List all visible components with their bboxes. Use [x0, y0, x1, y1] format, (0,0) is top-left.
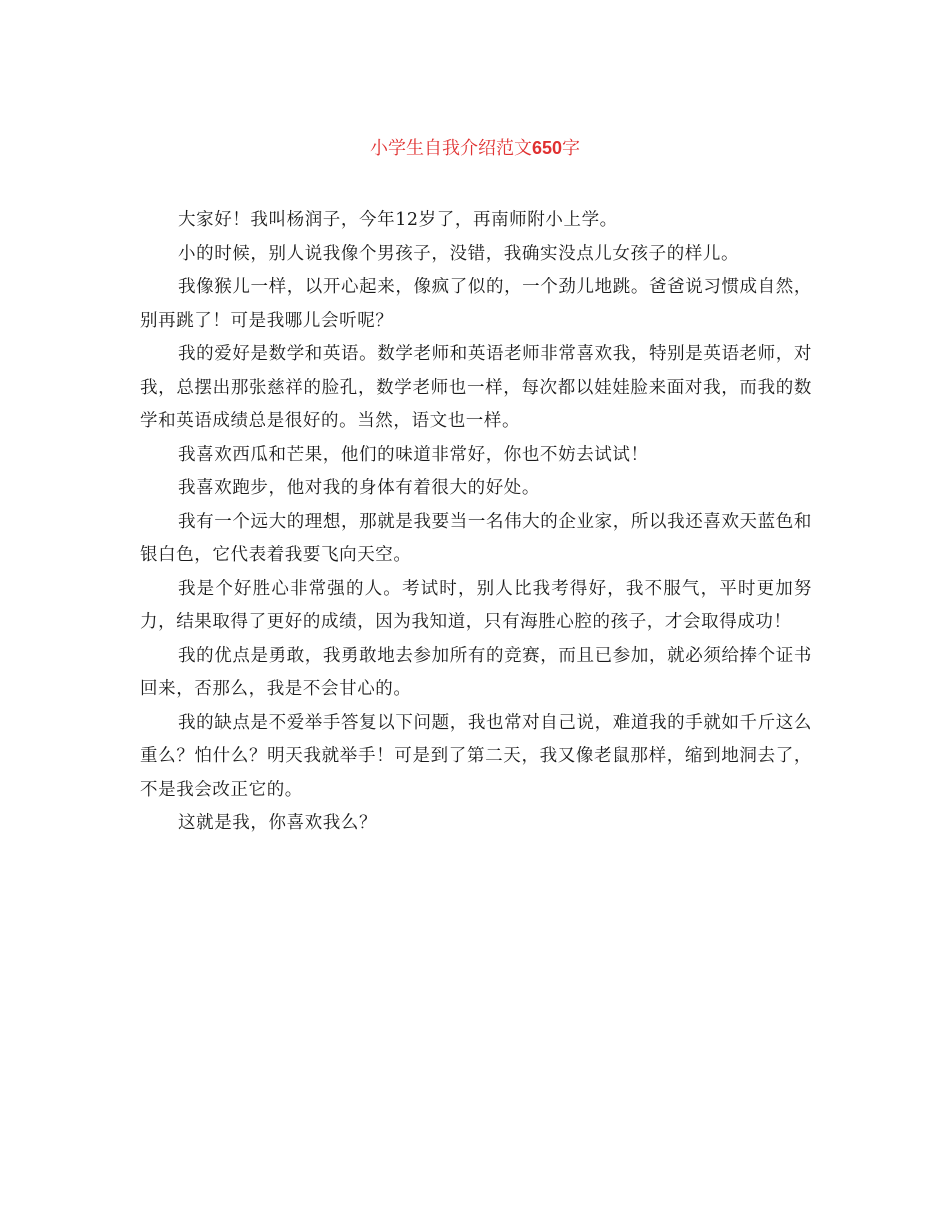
- paragraph-7: 我有一个远大的理想，那就是我要当一名伟大的企业家，所以我还喜欢天蓝色和银白色，它代表着我要飞向天空。: [140, 511, 812, 565]
- paragraph-1: 大家好！我叫杨润子，今年12岁了，再南师附小上学。: [178, 210, 618, 230]
- paragraph-2: 小的时候，别人说我像个男孩子，没错，我确实没点儿女孩子的样儿。: [178, 243, 740, 264]
- document-body: [140, 204, 812, 841]
- paragraph-3: 我像猴儿一样，以开心起来，像疯了似的，一个劲儿地跳。爸爸说习惯成自然，别再跳了！可是我哪儿会听呢？: [140, 277, 812, 331]
- paragraph-10: 我的缺点是不爱举手答复以下问题，我也常对自己说，难道我的手就如千斤这么重么？怕什么？明天我就举手！可是到了第二天，我又像老鼠那样，缩到地洞去了，不是我会改正它的。: [140, 712, 812, 800]
- page-title: 小学生自我介绍范文650字: [369, 138, 581, 159]
- paragraph-6: 我喜欢跑步，他对我的身体有着很大的好处。: [178, 478, 540, 498]
- paragraph-4: 我的爱好是数学和英语。数学老师和英语老师非常喜欢我，特别是英语老师，对我，总摆出那张慈祥的脸孔，数学老师也一样，每次都以娃娃脸来面对我，而我的数学和英语成绩总是很好的。当然，语文也一样。: [140, 344, 812, 431]
- paragraph-5: 我喜欢西瓜和芒果，他们的味道非常好，你也不妨去试试！: [178, 444, 649, 465]
- paragraph-11: 这就是我，你喜欢我么？: [178, 813, 378, 833]
- paragraph-8: 我是个好胜心非常强的人。考试时，别人比我考得好，我不服气，平时更加努力，结果取得了更好的成绩，因为我知道，只有海胜心腔的孩子，才会取得成功！: [140, 578, 812, 632]
- paragraph-9: 我的优点是勇敢，我勇敢地去参加所有的竞赛，而且已参加，就必须给捧个证书回来，否那么，我是不会甘心的。: [140, 645, 812, 699]
- title-number: 650: [531, 138, 563, 158]
